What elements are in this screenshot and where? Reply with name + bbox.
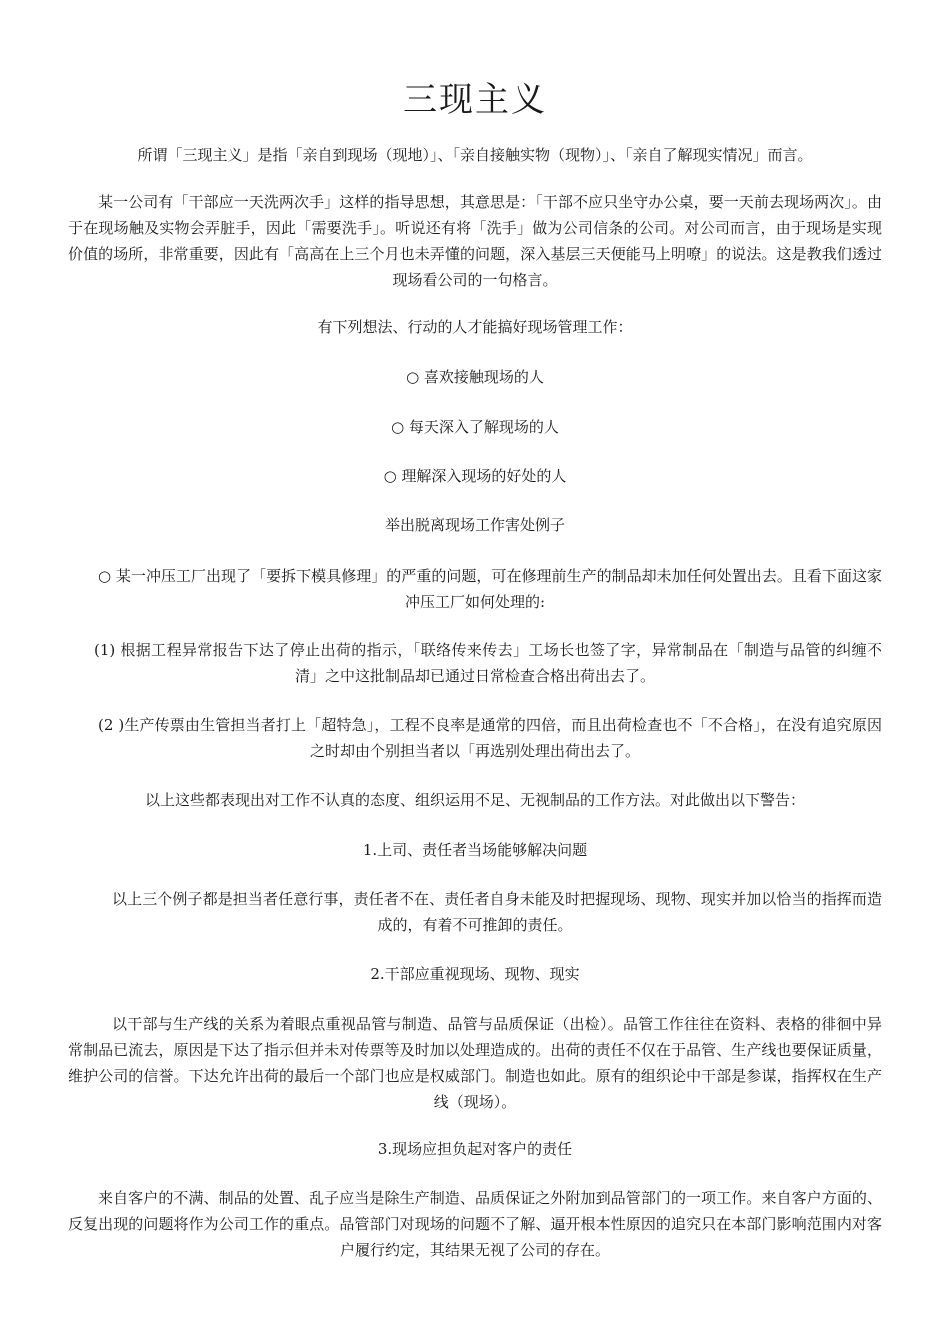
warning-heading-2: 2.干部应重视现场、现物、现实 xyxy=(370,965,580,983)
section-heading-examples: 举出脱离现场工作害处例子 xyxy=(384,516,565,534)
warning-heading-3: 3.现场应担负起对客户的责任 xyxy=(377,1140,573,1158)
intro-paragraph: 所谓「三现主义」是指「亲自到现场（现地）」、「亲自接触实物（现物）」、「亲自了解现实情况」而言。 xyxy=(137,146,813,164)
document-title: 三现主义 xyxy=(403,80,547,120)
warning-body-1: 以上三个例子都是担当者任意行事，责任者不在、责任者自身未能及时把握现场、现物、现实并加以恰当的指挥而造成的，有着不可推卸的责任。 xyxy=(112,890,882,934)
example-paragraph: ○ 某一冲压工厂出现了「要拆下模具修理」的严重的问题，可在修理前生产的制品却未加任何处置出去。且看下面这家冲压工厂如何处理的: xyxy=(98,567,882,611)
warning-heading-1: 1.上司、责任者当场能够解决问题 xyxy=(362,841,588,859)
warning-intro: 以上这些都表现出对工作不认真的态度、组织运用不足、无视制品的工作方法。对此做出以下警告： xyxy=(144,791,805,809)
example-item-1: (1) 根据工程异常报告下达了停止出荷的指示，「联络传来传去」工场长也签了字，异常制品在「制造与品管的纠缠不清」之中这批制品却已通过日常检查合格出荷出去了。 xyxy=(94,641,882,685)
warning-body-2: 以干部与生产线的关系为着眼点重视品管与制造、品管与品质保证（出检）。品管工作往往在资料、表格的徘徊中异常制品已流去，原因是下达了指示但并未对传票等及时加以处理造成的。出荷的责任不仅在于品管、生产线也要保证质量，维护公司的信誉。下达允许出荷的最后一个部门也应是权威部门。制造也如此。原有的组织论中干部是参谋，指挥权在生产线（现场）。 xyxy=(68,1015,882,1111)
list-item: ○ 每天深入了解现场的人 xyxy=(391,418,559,436)
list-item: ○ 喜欢接触现场的人 xyxy=(406,368,544,386)
warning-body-3: 来自客户的不满、制品的处置、乱子应当是除生产制造、品质保证之外附加到品管部门的一项工作。来自客户方面的、反复出现的问题将作为公司工作的重点。品管部门对现场的问题不了解、逼开根本性原因的追究只在本部门影响范围内对客户履行约定，其结果无视了公司的存在。 xyxy=(68,1189,882,1259)
example-item-2: (2 )生产传票由生管担当者打上「超特急」，工程不良率是通常的四倍，而且出荷检查也不「不合格」，在没有追究原因之时却由个别担当者以「再选别处理出荷出去了。 xyxy=(98,716,882,760)
list-item: ○ 理解深入现场的好处的人 xyxy=(383,467,567,485)
list-intro: 有下列想法、行动的人才能搞好现场管理工作： xyxy=(317,318,633,336)
body-paragraph-company-principle: 某一公司有「干部应一天洗两次手」这样的指导思想，其意思是：「干部不应只坐守办公桌，要一天前去现场两次」。由于在现场触及实物会弄脏手，因此「需要洗手」。听说还有将「洗手」做为公司信条的公司。对公司而言，由于现场是实现价值的场所，非常重要，因此有「高高在上三个月也未弄懂的问题，深入基层三天便能马上明嘹」的说法。这是教我们透过现场看公司的一句格言。 xyxy=(68,193,882,289)
document-page xyxy=(68,0,882,1344)
